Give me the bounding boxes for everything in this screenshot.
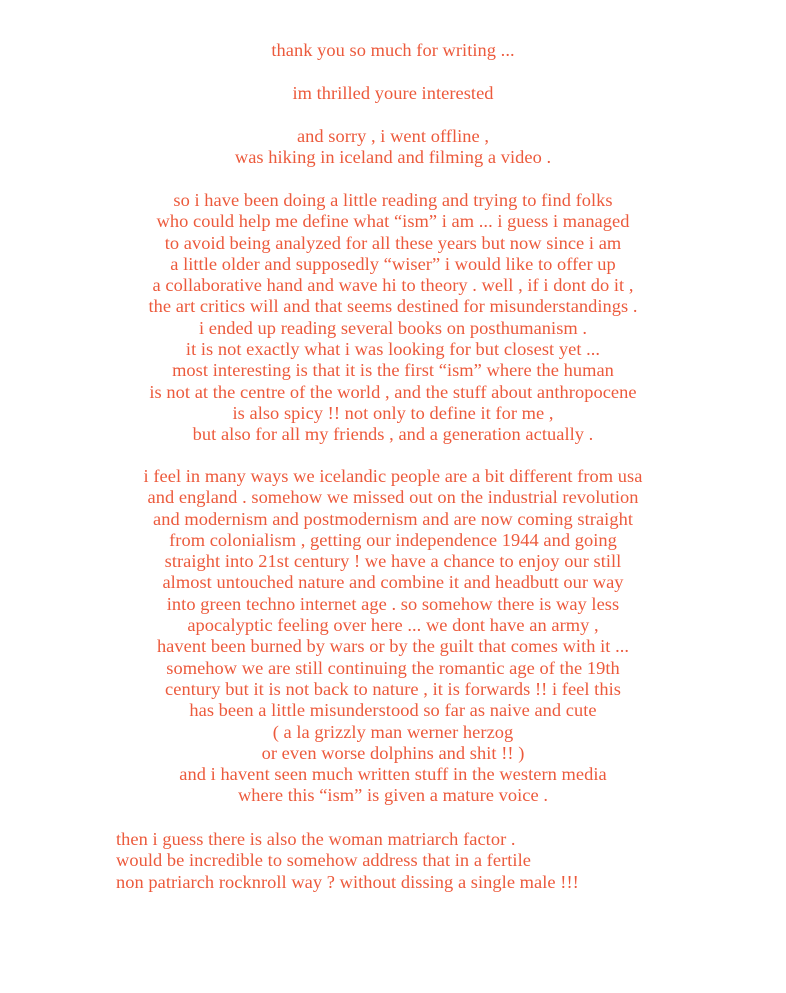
text-line: where this “ism” is given a mature voice . <box>237 785 549 806</box>
text-line: the art critics will and that seems destined for misunderstandings . <box>148 296 638 317</box>
text-line: would be incredible to somehow address that in a fertile <box>116 850 531 871</box>
text-line: straight into 21st century ! we have a chance to enjoy our still <box>164 551 622 572</box>
text-line: somehow we are still continuing the romantic age of the 19th <box>166 657 620 678</box>
text-line: or even worse dolphins and shit !! ) <box>261 742 525 763</box>
text-line: and i havent seen much written stuff in the western media <box>179 764 607 785</box>
text-line: a collaborative hand and wave hi to theory . well , if i dont do it , <box>152 275 634 296</box>
paragraph-thrilled <box>0 83 786 104</box>
text-line: a little older and supposedly “wiser” i would like to offer up <box>170 253 616 274</box>
text-line: havent been burned by wars or by the guilt that comes with it ... <box>156 636 630 657</box>
text-line: im thrilled youre interested <box>292 83 494 103</box>
paragraph-matriarch <box>116 829 766 893</box>
text-line: was hiking in iceland and filming a video . <box>234 147 552 168</box>
text-line: is not at the centre of the world , and the stuff about anthropocene <box>149 381 637 402</box>
text-line: so i have been doing a little reading and trying to find folks <box>173 190 613 210</box>
text-line: from colonialism , getting our independence 1944 and going <box>169 529 617 550</box>
text-line: has been a little misunderstood so far as naive and cute <box>189 700 597 721</box>
paragraph-posthumanism <box>0 190 786 446</box>
text-line: apocalyptic feeling over here ... we dont have an army , <box>187 615 599 636</box>
text-line: i ended up reading several books on posthumanism . <box>198 317 588 338</box>
text-line: almost untouched nature and combine it and headbutt our way <box>162 572 624 593</box>
text-line: then i guess there is also the woman matriarch factor . <box>116 829 516 849</box>
paragraph-apology <box>0 126 786 169</box>
text-line: non patriarch rocknroll way ? without dissing a single male !!! <box>116 871 579 892</box>
paragraph-iceland <box>0 466 786 807</box>
text-line: it is not exactly what i was looking for but closest yet ... <box>185 339 601 360</box>
text-line: and england . somehow we missed out on the industrial revolution <box>147 487 639 508</box>
paragraph-greeting <box>0 40 786 61</box>
text-line: i feel in many ways we icelandic people are a bit different from usa <box>143 466 643 486</box>
text-line: and sorry , i went offline , <box>296 126 490 146</box>
text-line: most interesting is that it is the first “ism” where the human <box>172 360 614 381</box>
text-line: into green techno internet age . so somehow there is way less <box>166 593 620 614</box>
text-line: thank you so much for writing ... <box>271 40 515 60</box>
text-line: but also for all my friends , and a generation actually . <box>192 424 594 445</box>
text-line: ( a la grizzly man werner herzog <box>272 721 514 742</box>
text-line: and modernism and postmodernism and are now coming straight <box>153 508 633 529</box>
text-line: century but it is not back to nature , it is forwards !! i feel this <box>165 678 621 699</box>
text-line: is also spicy !! not only to define it for me , <box>232 402 554 423</box>
text-line: who could help me define what “ism” i am ... i guess i managed <box>156 211 630 232</box>
text-line: to avoid being analyzed for all these years but now since i am <box>164 232 622 253</box>
